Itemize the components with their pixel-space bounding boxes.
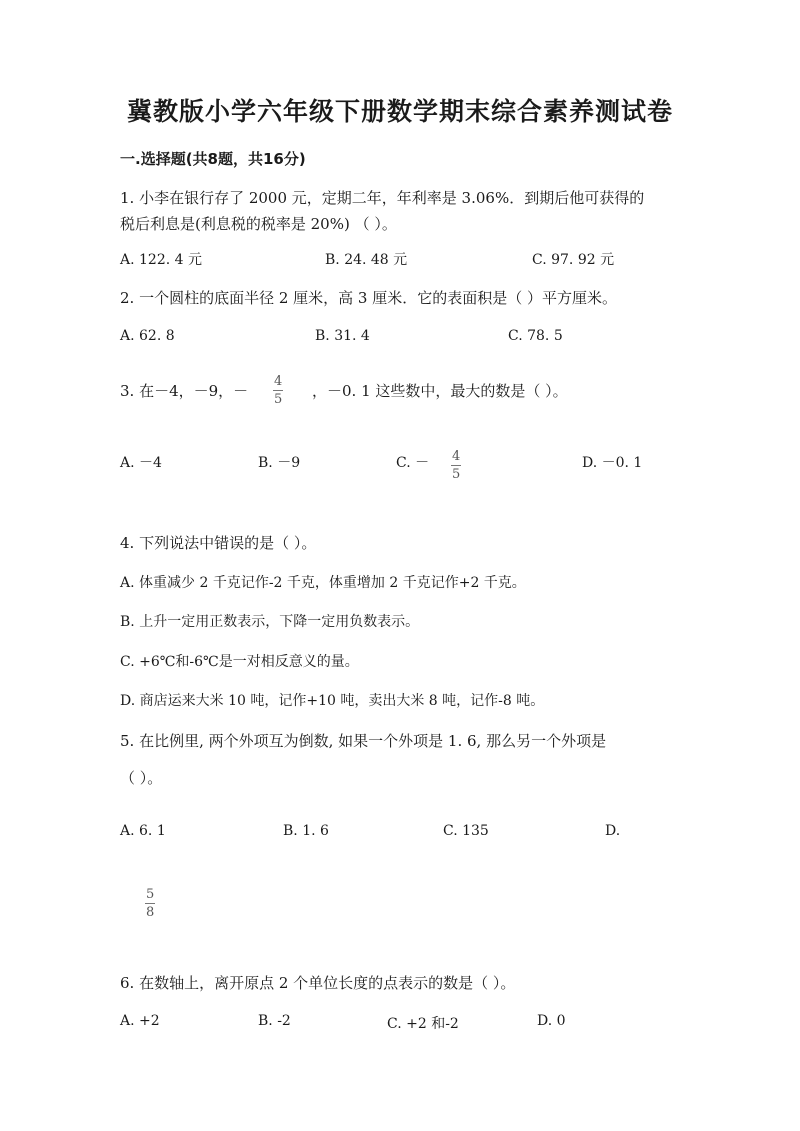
fraction-bar: [451, 465, 461, 466]
question-5-line-2: （ ）。: [120, 769, 163, 787]
question-6-option-c[interactable]: C. +2 和-2: [387, 1016, 459, 1032]
question-3-stem-start: 3. 在－4，－9，－: [120, 382, 249, 400]
question-5-option-a[interactable]: A. 6. 1: [120, 823, 166, 839]
question-2-option-b[interactable]: B. 31. 4: [315, 328, 370, 344]
question-6-option-b[interactable]: B. -2: [258, 1013, 291, 1029]
question-1-line-2: 税后利息是(利息税的税率是 20%) （ ）。: [120, 215, 397, 233]
question-4-option-d[interactable]: D. 商店运来大米 10 吨，记作+10 吨，卖出大米 8 吨，记作-8 吨。: [120, 693, 545, 709]
question-3-option-a[interactable]: A. －4: [120, 455, 162, 471]
question-2-option-c[interactable]: C. 78. 5: [508, 328, 563, 344]
fraction-denominator: 5: [452, 467, 461, 482]
question-2-option-a[interactable]: A. 62. 8: [120, 328, 175, 344]
question-5-option-d-fraction: [145, 888, 155, 919]
question-5-option-c[interactable]: C. 135: [443, 823, 489, 839]
page-title: 冀教版小学六年级下册数学期末综合素养测试卷: [126, 97, 673, 126]
question-3-option-b[interactable]: B. －9: [258, 455, 301, 471]
question-4-option-a[interactable]: A. 体重减少 2 千克记作-2 千克，体重增加 2 千克记作+2 千克。: [120, 575, 526, 591]
fraction-denominator: 5: [274, 392, 283, 407]
question-2-line-1: 2. 一个圆柱的底面半径 2 厘米，高 3 厘米．它的表面积是（ ）平方厘米。: [120, 289, 618, 307]
fraction-numerator: 4: [274, 374, 283, 389]
question-5-line-1: 5. 在比例里, 两个外项互为倒数, 如果一个外项是 1. 6, 那么另一个外项是: [120, 732, 607, 750]
question-1-option-a[interactable]: A. 122. 4 元: [120, 252, 202, 268]
question-6-option-d[interactable]: D. 0: [537, 1013, 566, 1029]
fraction-numerator: 5: [146, 887, 155, 902]
question-3-option-c[interactable]: C. －: [396, 455, 430, 471]
fraction-bar: [273, 390, 283, 391]
question-1-option-c[interactable]: C. 97. 92 元: [532, 252, 615, 268]
question-3-option-c-fraction: [451, 450, 461, 481]
question-5-option-b[interactable]: B. 1. 6: [283, 823, 329, 839]
question-1-line-1: 1. 小李在银行存了 2000 元，定期二年，年利率是 3.06%．到期后他可获得的: [120, 189, 645, 207]
question-6-option-a[interactable]: A. +2: [120, 1013, 160, 1029]
section-heading: 一.选择题(共8题，共16分): [120, 150, 306, 168]
question-3-stem-end: ，－0. 1 这些数中，最大的数是（ ）。: [312, 382, 568, 400]
question-5-option-d[interactable]: D.: [605, 823, 621, 839]
question-3-fraction: [273, 375, 283, 406]
question-4-option-c[interactable]: C. +6℃和-6℃是一对相反意义的量。: [120, 654, 359, 670]
fraction-denominator: 8: [146, 905, 155, 920]
question-4-option-b[interactable]: B. 上升一定用正数表示，下降一定用负数表示。: [120, 614, 420, 630]
question-3-option-d[interactable]: D. －0. 1: [582, 455, 643, 471]
fraction-numerator: 4: [452, 449, 461, 464]
question-6-line-1: 6. 在数轴上，离开原点 2 个单位长度的点表示的数是（ ）。: [120, 974, 516, 992]
question-4-line-1: 4. 下列说法中错误的是（ ）。: [120, 534, 317, 552]
question-1-option-b[interactable]: B. 24. 48 元: [325, 252, 408, 268]
fraction-bar: [145, 903, 155, 904]
